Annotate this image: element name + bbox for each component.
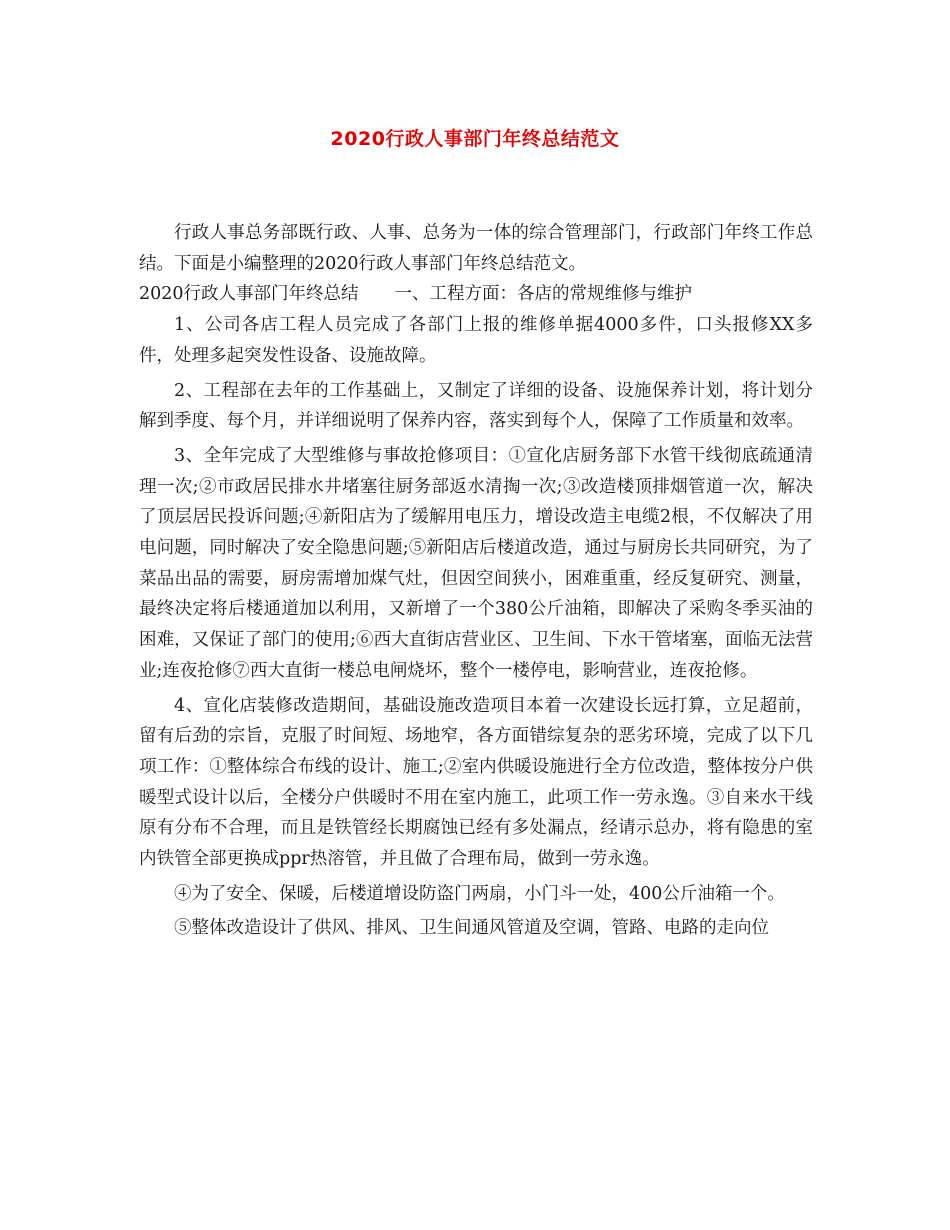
- body-paragraph: ④为了安全、保暖，后楼道增设防盗门两扇，小门斗一处，400公斤油箱一个。: [174, 883, 785, 904]
- document-title: 2020行政人事部门年终总结范文: [330, 128, 620, 150]
- body-paragraph: 4、宣化店装修改造期间，基础设施改造项目本着一次建设长远打算，立足超前，留有后劲的宗旨，克服了时间短、场地窄，各方面错综复杂的恶劣环境，完成了以下几项工作：①整体综合布线的设计、施工;②室内供暖设施进行全方位改造，整体按分户供暖型式设计以后，全楼分户供暖时不用在室内施工，此项工作一劳永逸。③自来水干线原有分布不合理，而且是铁管经长期腐蚀已经有多处漏点，经请示总办，将有隐患的室内铁管全部更换成ppr热溶管，并且做了合理布局，做到一劳永逸。: [139, 695, 813, 870]
- intro-paragraph: 行政人事总务部既行政、人事、总务为一体的综合管理部门，行政部门年终工作总结。下面是小编整理的2020行政人事部门年终总结范文。: [139, 223, 813, 274]
- body-paragraph: 2、工程部在去年的工作基础上，又制定了详细的设备、设施保养计划，将计划分解到季度、每个月，并详细说明了保养内容，落实到每个人，保障了工作质量和效率。: [139, 380, 813, 432]
- section-heading: 一、工程方面：各店的常规维修与维护: [394, 284, 693, 305]
- subtitle-line: [139, 279, 813, 310]
- document-subtitle: 2020行政人事部门年终总结: [139, 284, 359, 305]
- document-body: [139, 218, 813, 944]
- body-paragraph: ⑤整体改造设计了供风、排风、卫生间通风管道及空调，管路、电路的走向位: [174, 918, 769, 939]
- body-paragraph: 1、公司各店工程人员完成了各部门上报的维修单据4000多件，口头报修XX多件，处理多起突发性设备、设施故障。: [139, 315, 813, 366]
- body-paragraph: 3、全年完成了大型维修与事故抢修项目：①宣化店厨务部下水管干线彻底疏通清理一次;②市政居民排水井堵塞往厨务部返水清掏一次;③改造楼顶排烟管道一次，解决了顶层居民投诉问题;④新阳店为了缓解用电压力，增设改造主电缆2根，不仅解决了用电问题，同时解决了安全隐患问题;⑤新阳店后楼道改造，通过与厨房长共同研究，为了菜品出品的需要，厨房需增加煤气灶，但因空间狭小，困难重重，经反复研究、测量，最终决定将后楼通道加以利用，又新增了一个380公斤油箱，即解决了采购冬季买油的困难，又保证了部门的使用;⑥西大直街店营业区、卫生间、下水干管堵塞，面临无法营业;连夜抢修⑦西大直街一楼总电闸烧坏，整个一楼停电，影响营业，连夜抢修。: [139, 445, 813, 681]
